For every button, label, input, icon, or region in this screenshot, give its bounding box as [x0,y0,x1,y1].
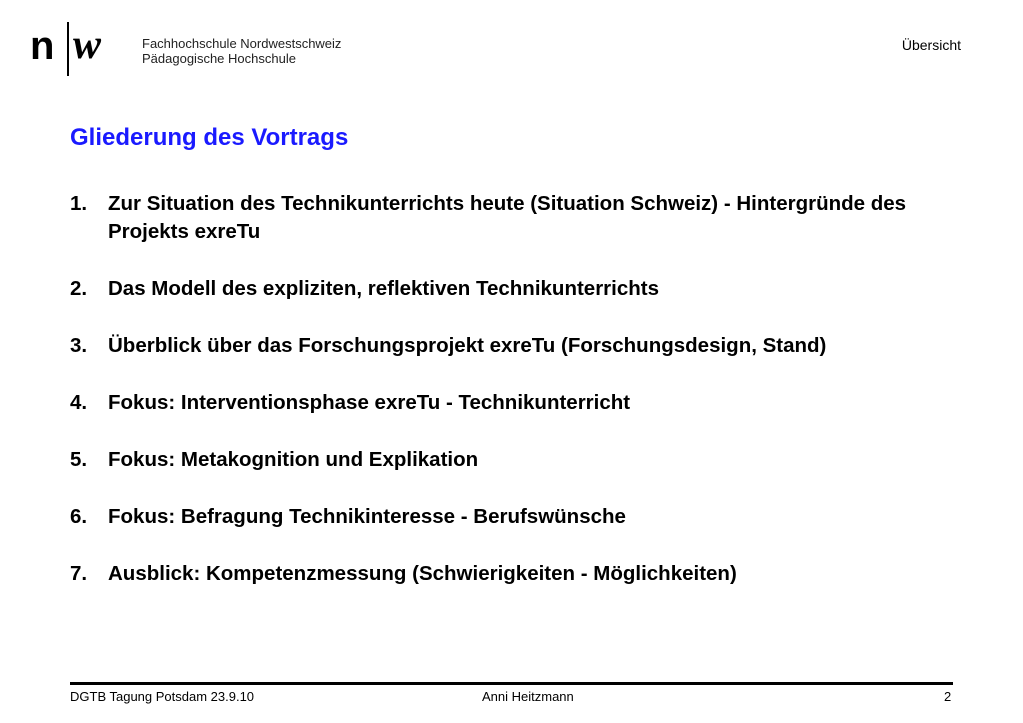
institution-name [142,36,341,66]
footer-author: Anni Heitzmann [482,689,574,704]
outline-item-number: 4. [70,391,88,414]
outline-item-text: Fokus: Interventionsphase exreTu - Technikunterricht [108,391,631,414]
outline-item-number: 1. [70,192,88,215]
footer-divider [70,682,953,685]
outline-item [70,446,930,474]
outline-item-number: 3. [70,334,88,357]
outline-item-number: 5. [70,448,88,471]
footer-event: DGTB Tagung Potsdam 23.9.10 [70,689,255,704]
logo-letter-n: n [30,24,54,68]
section-label: Übersicht [901,37,961,53]
institution-logo [30,22,342,78]
institution-name-line1: Fachhochschule Nordwestschweiz [142,36,342,51]
outline-item-text: Fokus: Befragung Technikinteresse - Berufswünsche [108,505,626,528]
outline-item-number: 2. [70,277,88,300]
outline-item [70,503,930,531]
footer-page-number: 2 [944,689,952,704]
outline-item [70,560,930,588]
outline-item-number: 6. [70,505,88,528]
institution-name-line2: Pädagogische Hochschule [142,51,296,66]
outline-item-text: Überblick über das Forschungsprojekt exreTu (Forschungsdesign, Stand) [108,334,827,357]
outline-item [70,190,930,246]
outline-item [70,275,930,303]
outline-item [70,389,930,417]
outline-item-text: Zur Situation des Technikunterrichts heute (Situation Schweiz) - Hintergründe des Projekts exreTu [108,192,907,243]
logo-divider [67,22,69,76]
outline-item-text: Das Modell des expliziten, reflektiven Technikunterrichts [108,277,659,300]
outline-item-number: 7. [70,562,88,585]
slide-title: Gliederung des Vortrags [70,124,349,151]
logo-letter-w: w [73,22,102,68]
outline-item-text: Ausblick: Kompetenzmessung (Schwierigkeiten - Möglichkeiten) [108,562,737,585]
outline-item-text: Fokus: Metakognition und Explikation [108,448,479,471]
nw-logo-mark [30,22,130,78]
outline-item [70,332,930,360]
outline-list [70,190,930,617]
